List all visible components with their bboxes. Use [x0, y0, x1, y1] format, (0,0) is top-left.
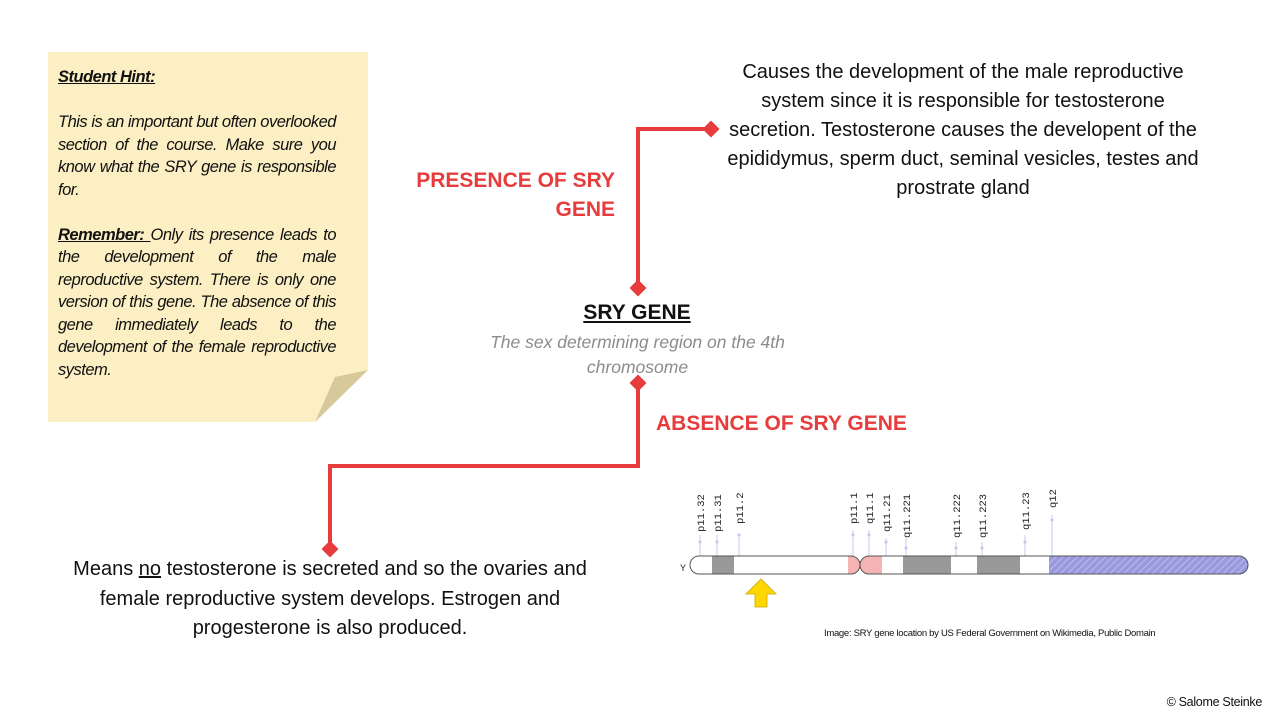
female-text-before: Means [73, 558, 139, 580]
chromosome-name: Y [680, 564, 687, 575]
image-credit: Image: SRY gene location by US Federal Government on Wikimedia, Public Domain [824, 628, 1156, 639]
gene-subtitle: The sex determining region on the 4th chromosome [490, 332, 785, 377]
remember-label: Remember: [58, 225, 151, 244]
presence-label: PRESENCE OF SRY GENE [416, 169, 615, 221]
hint-title: Student Hint: [58, 68, 156, 86]
band-label-q12: q12 [1048, 489, 1060, 508]
band-label-p11-32: p11.32 [696, 494, 708, 532]
gene-title: SRY GENE [583, 301, 691, 324]
band-label-q11-21: q11.21 [882, 494, 894, 532]
band-label-p11-31: p11.31 [713, 494, 725, 532]
remember-body: Only its presence leads to the development of the male reproductive system. There is only one version of this gene. The absence of this gene immediately leads to the development of the female reproductive system. [58, 225, 336, 379]
sry-location-arrow-icon [746, 579, 776, 607]
absence-label: ABSENCE OF SRY GENE [656, 412, 907, 435]
band-label-q11-1: q11.1 [865, 492, 877, 524]
band-label-q11-223: q11.223 [978, 493, 990, 538]
copyright: © Salome Steinke [1166, 695, 1262, 709]
female-text-underlined: no [138, 558, 162, 580]
band-label-q11-23: q11.23 [1021, 492, 1033, 530]
band-label-p11-2: p11.2 [735, 492, 747, 524]
band-labels [696, 489, 1060, 538]
female-text-after: testosterone is secreted and so the ovaries and female reproductive system develops. Estrogen and progesterone is also produced. [99, 558, 587, 639]
male-development-text: Causes the development of the male reproductive system since it is responsible for testosterone secretion. Testosterone causes the developent of the epididymus, sperm duct, seminal vesicles, testes and prostrate gland [727, 61, 1199, 199]
band-label-p11-1: p11.1 [849, 492, 861, 524]
band-label-q11-221: q11.221 [902, 493, 914, 538]
hint-body: This is an important but often overlooked section of the course. Make sure you know what the SRY gene is responsible for. [58, 113, 336, 199]
band-label-q11-222: q11.222 [952, 493, 964, 538]
chromosome-body [690, 556, 1248, 574]
